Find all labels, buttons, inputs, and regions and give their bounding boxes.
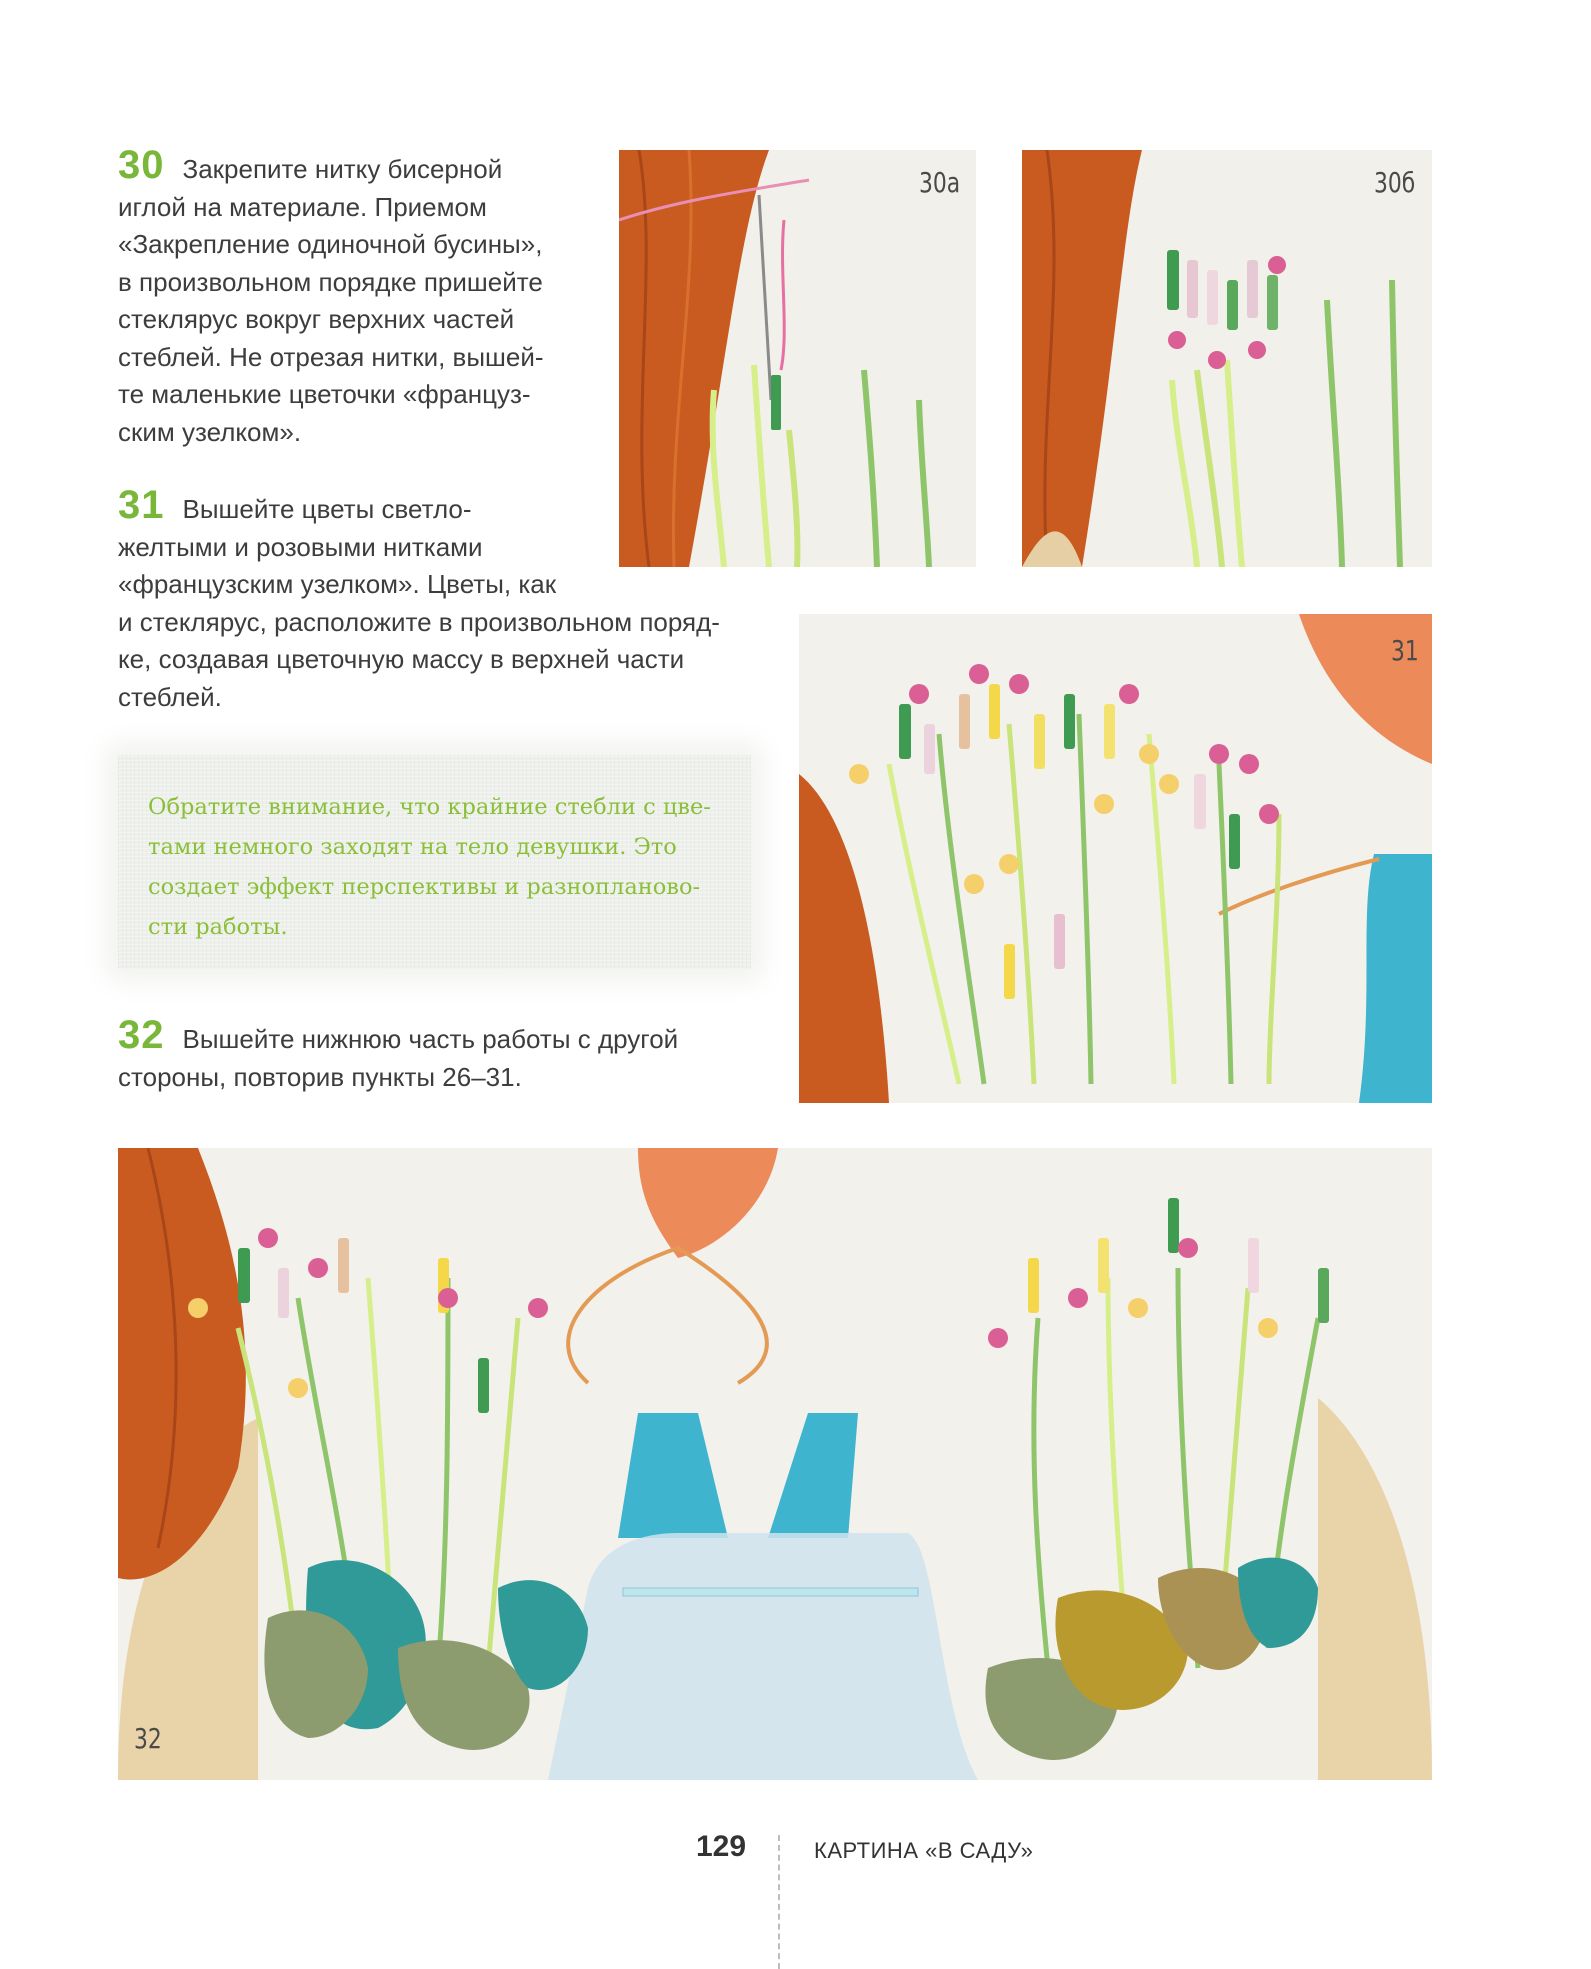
step-31-line-1: 31 Вышейте цветы светло- — [118, 483, 472, 527]
step-32 — [118, 1013, 758, 1096]
step-30-line-4: в произвольном порядке пришейте — [118, 266, 543, 297]
embroidery-32-illustration — [118, 1148, 1432, 1780]
tip-line-2: тами немного заходят на тело девушки. Это — [148, 834, 677, 860]
photo-32 — [118, 1148, 1432, 1780]
photo-30a-label: 30а — [919, 166, 961, 199]
photo-30a — [619, 150, 976, 567]
photo-31-label: 31 — [1391, 634, 1419, 667]
embroidery-30b-illustration — [1022, 150, 1432, 567]
step-31-line-3: «французским узелком». Цветы, как — [118, 569, 557, 599]
tip-line-4: сти работы. — [148, 914, 288, 940]
page-number: 129 — [696, 1830, 747, 1863]
step-30-line-1: 30 Закрепите нитку бисерной — [118, 143, 503, 187]
chapter-title: КАРТИНА «В САДУ» — [814, 1838, 1034, 1863]
step-30-line-2: иглой на материале. Приемом — [118, 191, 487, 222]
step-30-line-6: стеблей. Не отрезая нитки, вышей- — [118, 341, 544, 372]
tip-line-3: создает эффект перспективы и разноплановo- — [148, 874, 701, 900]
footer-divider — [778, 1835, 780, 1969]
photo-32-label: 32 — [134, 1722, 162, 1755]
embroidery-30a-illustration — [619, 150, 976, 567]
step-31-line-4: и стеклярус, расположите в произвольном поряд- — [118, 606, 720, 637]
step-32-number: 32 — [118, 1013, 165, 1057]
photo-30b-label: 30б — [1374, 166, 1416, 199]
step-32-line-2: стороны, повторив пункты 26–31. — [118, 1061, 522, 1092]
step-31-number: 31 — [118, 483, 165, 527]
step-30 — [118, 143, 578, 451]
tip-text — [148, 787, 738, 947]
photo-31 — [799, 614, 1432, 1103]
step-30-line-5: стеклярус вокруг верхних частей — [118, 304, 515, 334]
photo-30b — [1022, 150, 1432, 567]
embroidery-31-illustration — [799, 614, 1432, 1103]
step-30-line-3: «Закрепление одиночной бусины», — [118, 229, 543, 259]
step-31-line-5: ке, создавая цветочную массу в верхней части — [118, 644, 685, 674]
step-31-line-6: стеблей. — [118, 681, 222, 712]
step-30-line-7: те маленькие цветочки «француз- — [118, 379, 531, 409]
tip-line-1: Обратите внимание, что крайние стебли с цве- — [148, 794, 711, 820]
step-30-number: 30 — [118, 143, 165, 187]
step-30-line-8: ским узелком». — [118, 416, 302, 447]
step-31-line-2: желтыми и розовыми нитками — [118, 531, 483, 562]
step-32-line-1: 32 Вышейте нижнюю часть работы с другой — [118, 1013, 679, 1057]
